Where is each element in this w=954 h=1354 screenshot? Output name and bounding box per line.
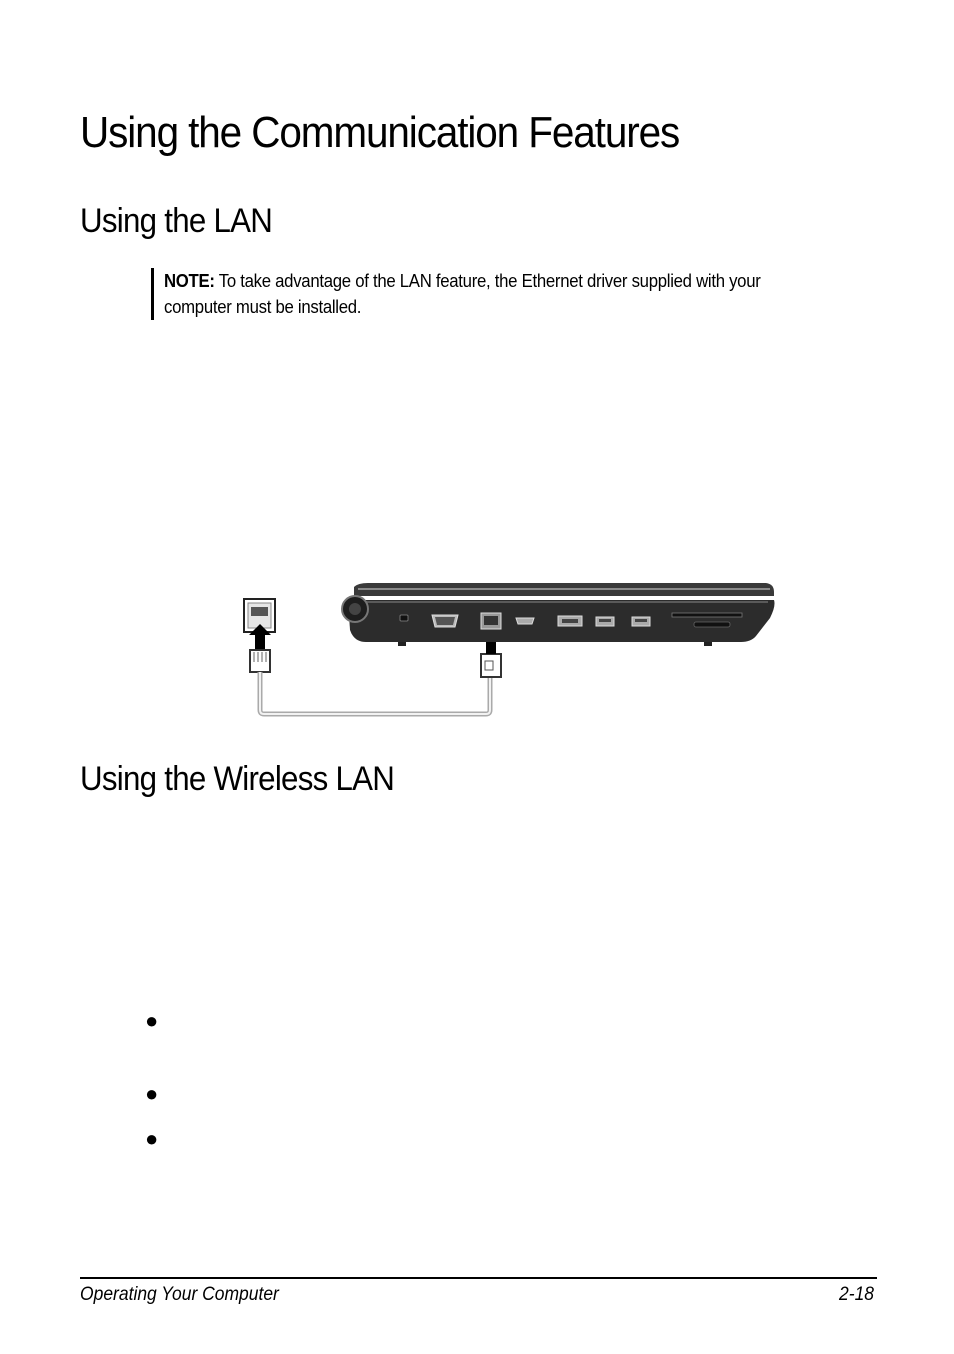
note-box: [151, 268, 884, 320]
usb-port-icon: [632, 617, 650, 626]
network-cable: [260, 672, 490, 714]
bullet-icon: ●: [145, 1008, 159, 1033]
section-heading-lan: Using the LAN: [80, 202, 273, 240]
note-text-1: To take advantage of the LAN feature, the Ethernet driver supplied with your: [214, 271, 761, 291]
bullet-icon: ●: [145, 1081, 159, 1106]
lan-port-icon: [481, 613, 501, 629]
esata-port-icon: [558, 616, 582, 626]
note-line-2: computer must be installed.: [164, 297, 362, 317]
rj45-plug-right-icon: [481, 654, 501, 677]
usb-port-icon: [596, 617, 614, 626]
rj45-plug-left-icon: [250, 650, 270, 672]
footer-chapter-title: Operating Your Computer: [80, 1284, 279, 1305]
lan-connection-illustration: [236, 578, 781, 723]
vga-port-icon: [432, 615, 458, 627]
footer-divider: [80, 1277, 877, 1279]
bullet-icon: ●: [145, 1126, 159, 1151]
section-heading-wireless-lan: Using the Wireless LAN: [80, 760, 395, 798]
page-title: Using the Communication Features: [80, 108, 680, 157]
hdmi-port-icon: [516, 618, 534, 624]
note-label: NOTE:: [164, 271, 215, 291]
laptop-side-view: [342, 583, 775, 646]
note-line-1: [164, 268, 834, 294]
footer-page-number: 2-18: [839, 1284, 874, 1305]
